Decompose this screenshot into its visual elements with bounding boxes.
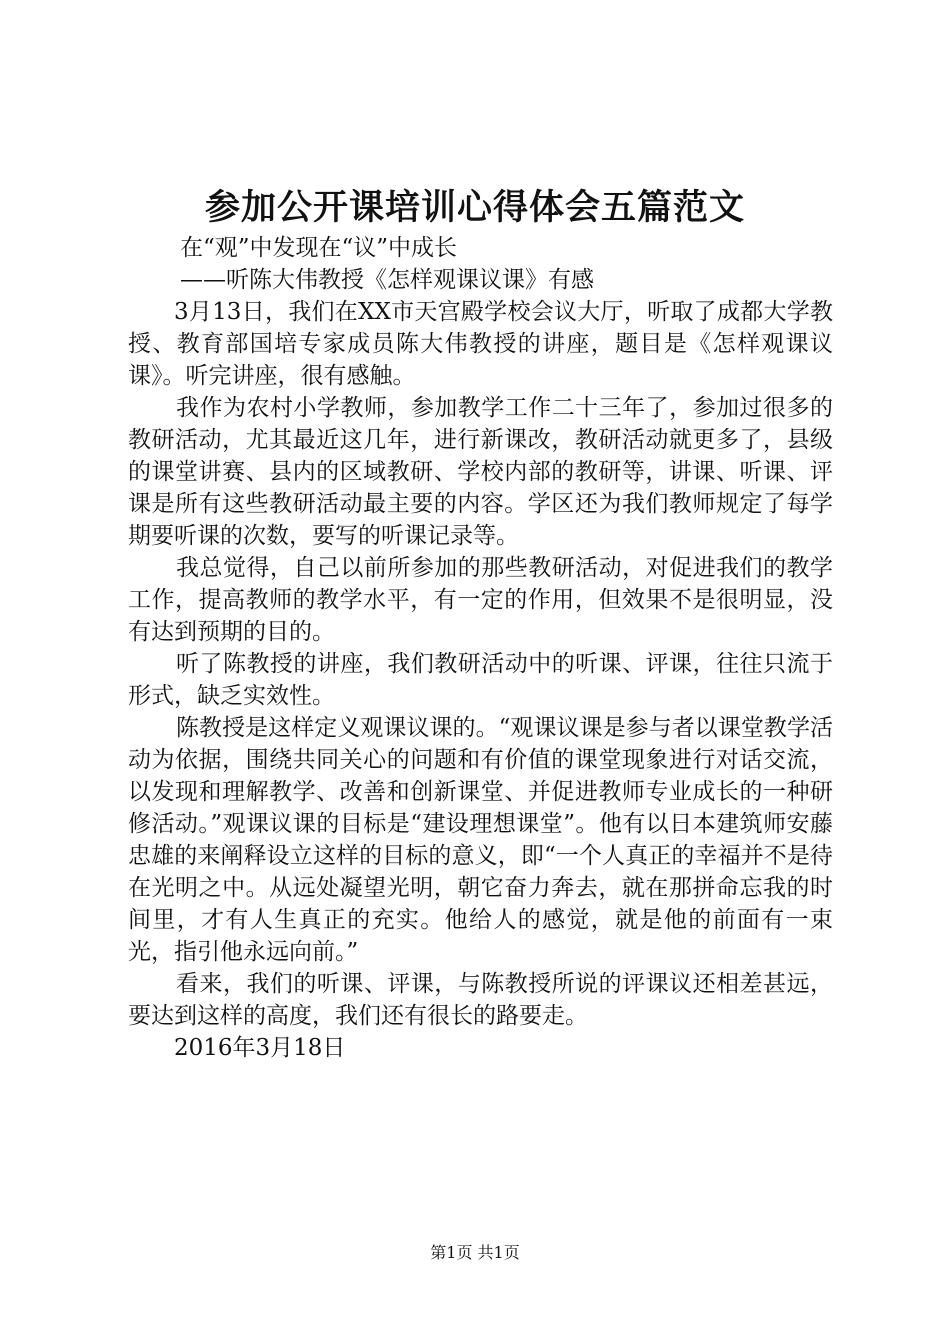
paragraph-2: 我作为农村小学教师，参加教学工作二十三年了，参加过很多的教研活动，尤其最近这几年，进行新课改，教研活动就更多了，县级的课堂讲赛、县内的区域教研、学校内部的教研等，讲课、听课、评课是所有这些教研活动最主要的内容。学区还为我们教师规定了每学期要听课的次数，要写的听课记录等。	[128, 395, 833, 549]
page-footer: 第1页 共1页	[430, 1243, 520, 1262]
document-date: 2016年3月18日	[174, 1035, 346, 1061]
byline: ——听陈大伟教授《怎样观课议课》有感	[180, 267, 594, 293]
paragraph-6: 看来，我们的听课、评课，与陈教授所说的评课议还相差甚远，要达到这样的高度，我们还有很长的路要走。	[128, 971, 833, 1029]
subtitle: 在“观”中发现在“议”中成长	[180, 235, 458, 261]
document-body	[128, 232, 833, 1064]
document-title: 参加公开课培训心得体会五篇范文	[204, 187, 745, 228]
paragraph-5: 陈教授是这样定义观课议课的。“观课议课是参与者以课堂教学活动为依据，围绕共同关心的问题和有价值的课堂现象进行对话交流，以发现和理解教学、改善和创新课堂、并促进教师专业成长的一种研修活动。”观课议课的目标是“建设理想课堂”。他有以日本建筑师安藤忠雄的来阐释设立这样的目标的意义，即“一个人真正的幸福并不是待在光明之中。从远处凝望光明，朝它奋力奔去，就在那拼命忘我的时间里，才有人生真正的充实。他给人的感觉，就是他的前面有一束光，指引他永远向前。”	[128, 715, 833, 965]
paragraph-4: 听了陈教授的讲座，我们教研活动中的听课、评课，往往只流于形式，缺乏实效性。	[128, 651, 833, 709]
paragraph-1: 3月13日，我们在XX市天宫殿学校会议大厅，听取了成都大学教授、教育部国培专家成员陈大伟教授的讲座，题目是《怎样观课议课》。听完讲座，很有感触。	[128, 299, 833, 389]
paragraph-3: 我总觉得，自己以前所参加的那些教研活动，对促进我们的教学工作，提高教师的教学水平，有一定的作用，但效果不是很明显，没有达到预期的目的。	[128, 555, 833, 645]
